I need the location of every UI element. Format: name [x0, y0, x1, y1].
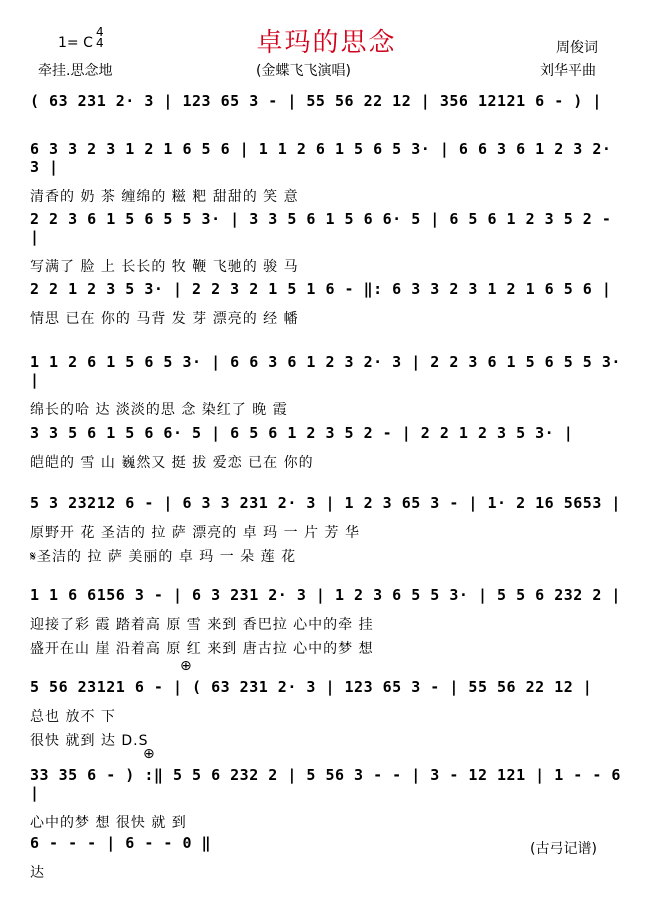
notation: 1 1 6 6156 3 - | 6 3 231 2· 3 | 1 2 3 6 5 5 3· | 5 5 6 232 2 | — [30, 586, 621, 604]
score-line-1 — [30, 92, 622, 110]
lyric-line: 原野开 花 圣洁的 拉 萨 漂亮的 卓 玛 一 片 芳 华 — [30, 525, 360, 541]
score-line-10 — [30, 766, 622, 832]
score-line-6 — [30, 424, 622, 472]
lyric-line: 总也 放不 下 — [30, 709, 116, 725]
score-line-3 — [30, 210, 622, 276]
lyric-line: 情思 已在 你的 马背 发 芽 漂亮的 经 幡 — [30, 311, 299, 327]
notation: 5 3 23212 6 - | 6 3 3 231 2· 3 | 1 2 3 65 3 - | 1· 2 16 5653 | — [30, 494, 621, 512]
lyric-line-2: 盛开在山 崖 沿着高 原 红 来到 唐古拉 心中的梦 想 — [30, 641, 374, 657]
lyricist: 周俊词 — [556, 40, 598, 56]
lyric-line: 达 — [30, 865, 45, 881]
score-line-5 — [30, 353, 622, 419]
notation: 1 1 2 6 1 5 6 5 3· | 6 6 3 6 1 2 3 2· 3 | 2 2 3 6 1 5 6 5 5 3· | — [30, 353, 621, 389]
key-signature: 1= C — [58, 35, 93, 51]
notation: ( 63 231 2· 3 | 123 65 3 - | 55 56 22 12 | 356 12121 6 - ) | — [30, 92, 602, 110]
notation: 2 2 1 2 3 5 3· | 2 2 3 2 1 5 1 6 - ‖: 6 3 3 2 3 1 2 1 6 5 6 | — [30, 280, 612, 298]
notation: 5 56 23121 6 - | ( 63 231 2· 3 | 123 65 3 - | 55 56 22 12 | — [30, 678, 593, 696]
score-line-2 — [30, 140, 622, 206]
time-bottom: 4 — [96, 36, 104, 50]
page-title: 卓玛的思念 — [256, 28, 397, 58]
lyric-line: 心中的梦 想 很快 就 到 — [30, 815, 187, 831]
expression-note: 牵挂.思念地 — [38, 63, 113, 79]
lyric-line: 清香的 奶 茶 缠绵的 糍 粑 甜甜的 笑 意 — [30, 189, 299, 205]
transcriber: (古弓记谱) — [530, 841, 597, 857]
coda-mark-2: ⊕ — [143, 746, 155, 762]
coda-mark: ⊕ — [180, 658, 192, 674]
lyric-line: 写满了 脸 上 长长的 牧 鞭 飞驰的 骏 马 — [30, 259, 299, 275]
score-line-4 — [30, 280, 622, 328]
notation: 6 3 3 2 3 1 2 1 6 5 6 | 1 1 2 6 1 5 6 5 3· | 6 6 3 6 1 2 3 2· 3 | — [30, 140, 612, 176]
notation: 33 35 6 - ) :‖ 5 5 6 232 2 | 5 56 3 - - | 3 - 12 121 | 1 - - 6 | — [30, 766, 621, 802]
notation: 3 3 5 6 1 5 6 6· 5 | 6 5 6 1 2 3 5 2 - | 2 2 1 2 3 5 3· | — [30, 424, 574, 442]
score-line-9 — [30, 678, 622, 750]
lyric-line: 迎接了彩 霞 踏着高 原 雪 来到 香巴拉 心中的牵 挂 — [30, 617, 374, 633]
lyric-line-2: 𝄋圣洁的 拉 萨 美丽的 卓 玛 一 朵 莲 花 — [30, 549, 297, 565]
time-top: 4 — [96, 25, 104, 39]
notation: 2 2 3 6 1 5 6 5 5 3· | 3 3 5 6 1 5 6 6· 5 | 6 5 6 1 2 3 5 2 - | — [30, 210, 612, 246]
lyric-line: 皑皑的 雪 山 巍然又 挺 拔 爱恋 已在 你的 — [30, 455, 314, 471]
lyric-line-2: 很快 就到 达 D.S — [30, 733, 149, 749]
composer: 刘华平曲 — [540, 63, 596, 79]
lyric-line: 绵长的哈 达 淡淡的思 念 染红了 晚 霞 — [30, 402, 288, 418]
notation: 6 - - - | 6 - - 0 ‖ — [30, 834, 212, 852]
score-line-7 — [30, 494, 622, 566]
performer: (金蝶飞飞演唱) — [256, 63, 351, 79]
score-line-8 — [30, 586, 622, 658]
